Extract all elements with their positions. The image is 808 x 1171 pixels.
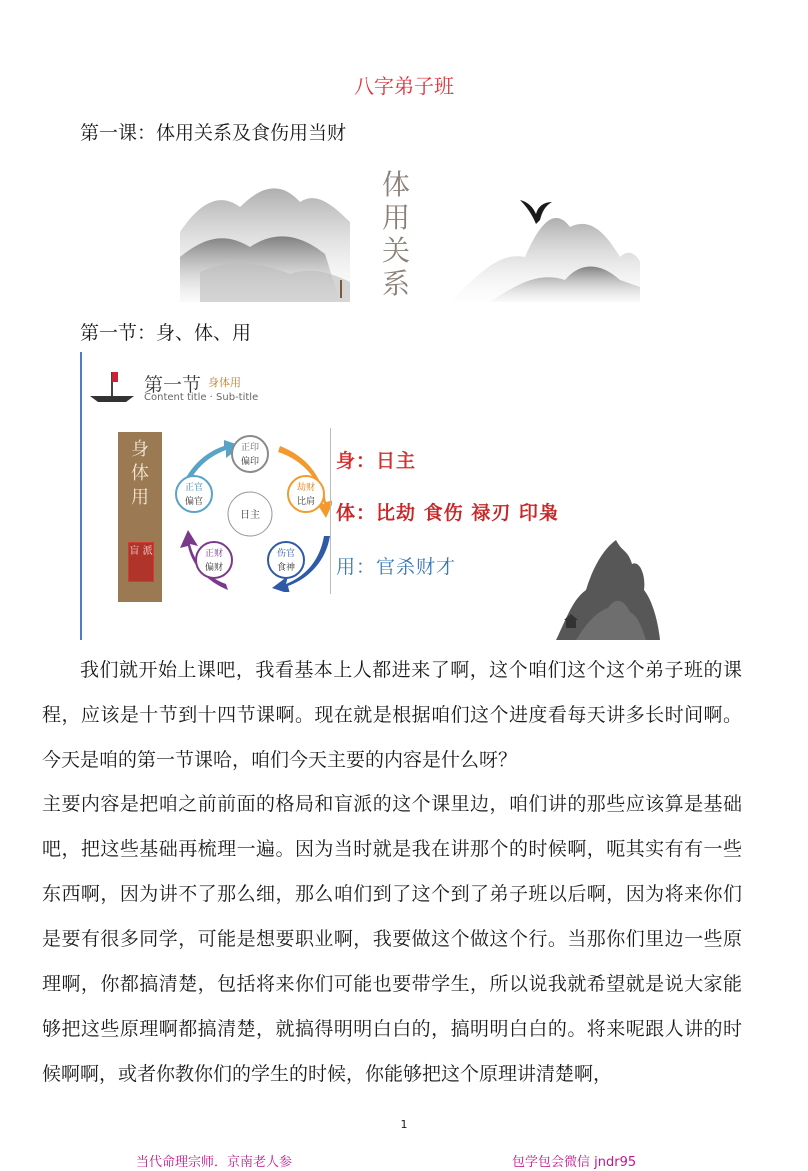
figure-side-text <box>121 438 159 510</box>
banner-char: 体 <box>381 168 410 201</box>
svg-text:偏财: 偏财 <box>204 563 224 573</box>
ten-gods-wheel-diagram <box>168 432 332 592</box>
svg-text:正印: 正印 <box>240 443 260 453</box>
landscape-banner <box>180 162 640 302</box>
boat-icon <box>84 366 144 406</box>
svg-text:偏印: 偏印 <box>240 457 260 467</box>
wheel-node <box>232 436 268 472</box>
wheel-center-label: 日主 <box>240 510 260 521</box>
lesson-heading: 第一课：体用关系及食伤用当财 <box>80 122 347 144</box>
svg-text:偏官: 偏官 <box>184 497 204 507</box>
figure-line-body: 身：日主 <box>336 450 417 472</box>
red-seal-stamp: 盲 派 <box>128 542 154 582</box>
document-title: 八字弟子班 <box>354 74 454 98</box>
ink-mountain-illustration <box>536 520 660 640</box>
banner-char: 系 <box>381 267 410 300</box>
body-paragraph-2: 主要内容是把咱之前前面的格局和盲派的这个课里边，咱们讲的那些应该算是基础吧，把这些基础再梳理一遍。因为当时就是我在讲那个的时候啊，呃其实有有一些东西啊，因为讲不了那么细，那么咱们到了这个到了弟子班以后啊，因为将来你们是要有很多同学，可能是想要职业啊，我要做这个做这个行。当那你们里边一些原理啊，你都搞清楚，包括将来你们可能也要带学生，所以说我就希望就是说大家能够把这些原理啊都搞清楚，就搞得明明白白的，搞明明白白的。将来呢跟人讲的时候啊啊，或者你教你们的学生的时候，你能够把这个原理讲清楚啊， <box>42 793 742 1085</box>
svg-text:比肩: 比肩 <box>296 497 316 507</box>
svg-text:食神: 食神 <box>276 563 296 573</box>
banner-char: 关 <box>381 234 410 267</box>
svg-text:伤官: 伤官 <box>276 549 296 559</box>
figure-line-yong: 用：官杀财才 <box>336 556 457 578</box>
side-char: 用 <box>131 487 149 508</box>
figure-divider <box>330 428 331 594</box>
wheel-node <box>176 476 212 512</box>
section-figure <box>80 352 660 640</box>
figure-left-rule <box>80 352 82 640</box>
page-number: 1 <box>400 1118 408 1131</box>
body-paragraph-1: 我们就开始上课吧，我看基本上人都进来了啊，这个咱们这个这个弟子班的课程，应该是十节到十四节课啊。现在就是根据咱们这个进度看每天讲多长时间啊。今天是咱的第一节课哈，咱们今天主要的内容是什么呀？ <box>42 659 742 771</box>
side-char: 身 <box>131 439 149 460</box>
svg-text:正官: 正官 <box>184 483 204 493</box>
figure-content-subtitle: Content title · Sub-title <box>144 392 259 403</box>
side-char: 体 <box>131 463 149 484</box>
wheel-node <box>268 542 304 578</box>
figure-section-subtitle: 身体用 <box>208 376 241 389</box>
section-heading: 第一节：身、体、用 <box>80 322 252 344</box>
figure-line-ti: 体：比劫 食伤 禄刃 印枭 <box>336 502 559 524</box>
wheel-node <box>196 542 232 578</box>
svg-text:劫财: 劫财 <box>296 483 316 493</box>
bird-icon <box>520 200 552 224</box>
wheel-node <box>288 476 324 512</box>
banner-char: 用 <box>381 201 410 234</box>
footer-left-text: 当代命理宗师．京南老人参 <box>136 1155 293 1170</box>
footer-right-text: 包学包会微信 jndr95 <box>512 1155 637 1170</box>
svg-text:正财: 正财 <box>204 549 224 559</box>
figure-section-title: 第一节 <box>144 374 202 396</box>
banner-title <box>378 168 414 300</box>
